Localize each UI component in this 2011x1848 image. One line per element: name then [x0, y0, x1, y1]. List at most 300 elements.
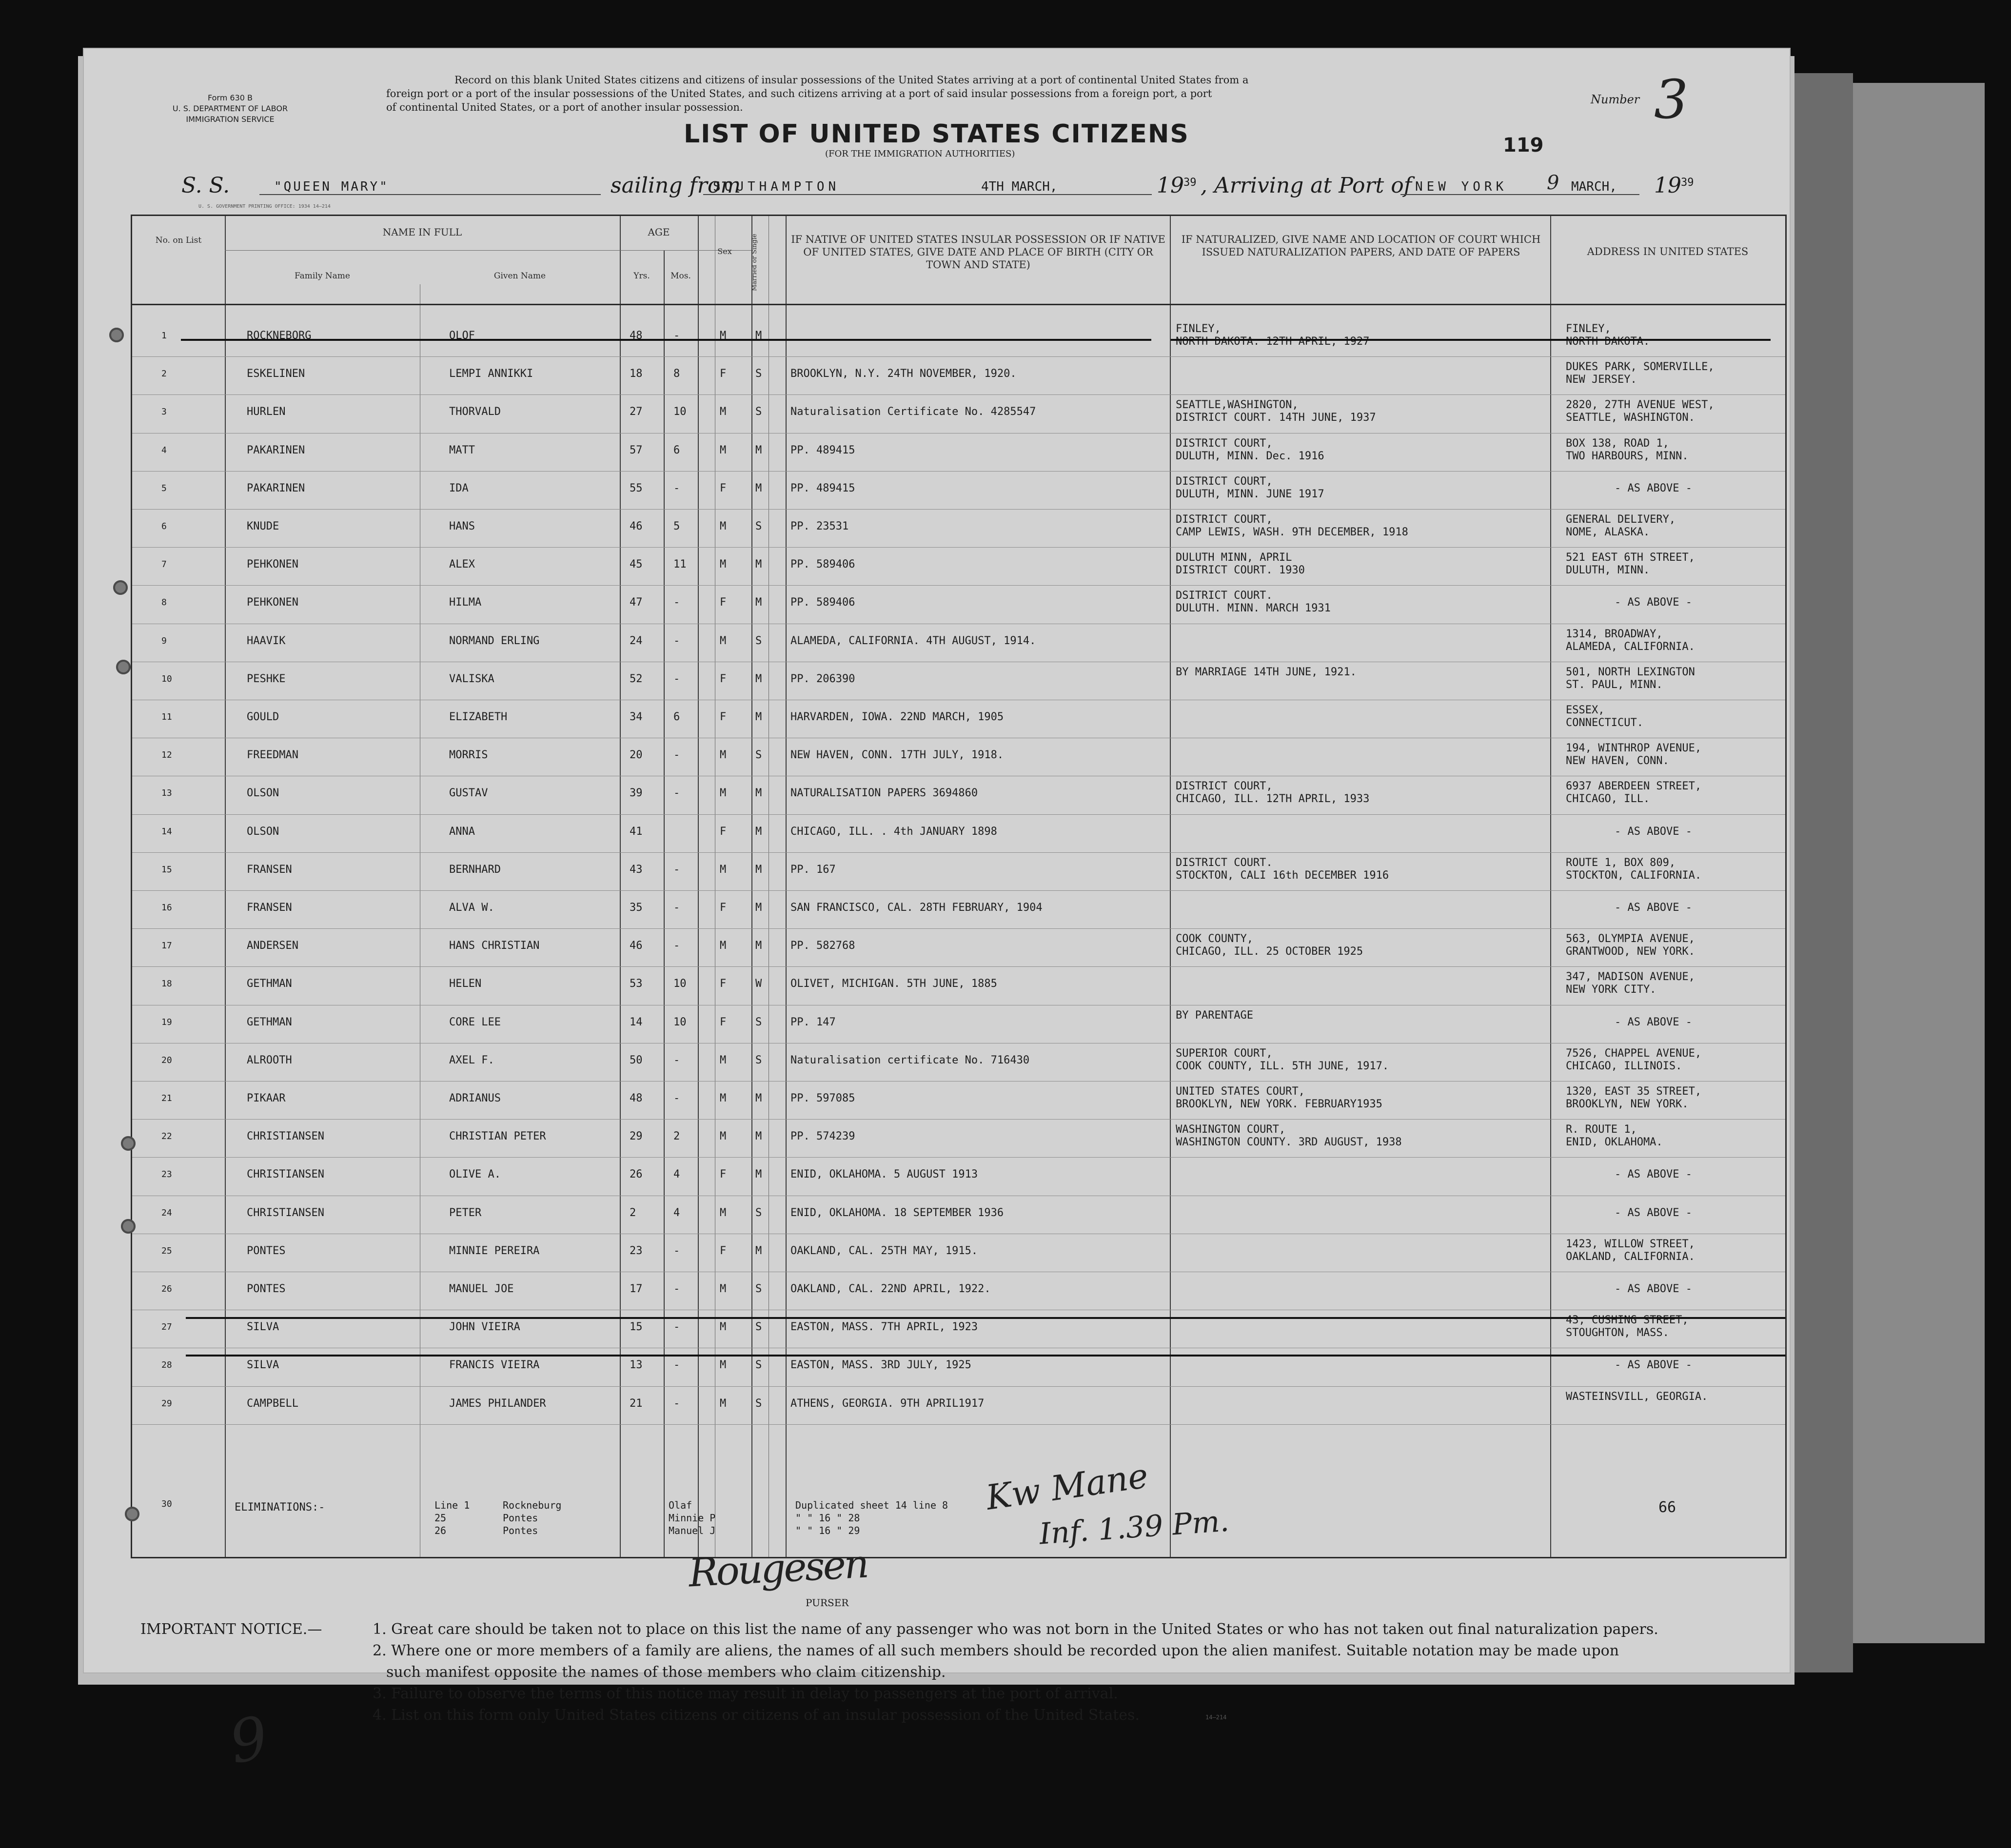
age-years: 57 [630, 444, 643, 456]
family-name: HURLEN [247, 406, 286, 418]
row-number: 3 [161, 407, 167, 417]
naturalization-line-1: DISTRICT COURT, [1176, 437, 1273, 450]
sex: F [720, 1244, 727, 1257]
birth-info: Naturalisation Certificate No. 4285547 [790, 406, 1036, 418]
elimination-line: Line 1 [434, 1499, 470, 1511]
arrival-port: NEW YORK [1415, 179, 1508, 194]
address-line-1: 1320, EAST 35 STREET, [1566, 1085, 1702, 1098]
notice-1: 1. Great care should be taken not to place on this list the name of any passenger who was not born in the United States or who has not taken out final naturalization papers. [373, 1621, 1658, 1638]
age-years: 53 [630, 978, 643, 990]
birth-info: PP. 582768 [790, 940, 855, 952]
birth-info: Naturalisation certificate No. 716430 [790, 1054, 1030, 1066]
form-number: Form 630 B [208, 93, 253, 102]
birth-info: ENID, OKLAHOMA. 18 SEPTEMBER 1936 [790, 1206, 1004, 1219]
important-notice-label: IMPORTANT NOTICE.— [140, 1621, 322, 1638]
row-number: 19 [161, 1017, 172, 1027]
intro-line-3: of continental United States, or a port of another insular possession. [386, 101, 743, 113]
age-years: 35 [630, 902, 643, 914]
age-months: - [673, 330, 680, 342]
strike-row-1 [181, 339, 1151, 341]
row-number: 18 [161, 979, 172, 989]
address-line-1: - AS ABOVE - [1615, 1359, 1692, 1372]
address-line-1: 501, NORTH LEXINGTON [1566, 666, 1695, 678]
sex: F [720, 672, 727, 685]
given-name: HANS CHRISTIAN [449, 940, 540, 952]
age-years: 41 [630, 825, 643, 838]
sex: F [720, 596, 727, 609]
row-divider [132, 1157, 1785, 1158]
age-years: 27 [630, 406, 643, 418]
row-number: 7 [161, 559, 167, 570]
sex: M [720, 940, 727, 952]
naturalization-line-2: STOCKTON, CALI 16th DECEMBER 1916 [1176, 869, 1389, 882]
address-line-2: NEW HAVEN, CONN. [1566, 755, 1669, 767]
marital-status: S [755, 1016, 762, 1028]
marital-status: M [755, 558, 762, 571]
strike-row-26 [186, 1355, 1785, 1357]
given-name: PETER [449, 1206, 482, 1219]
elimination-family: Pontes [503, 1512, 538, 1524]
row-number: 29 [161, 1398, 172, 1409]
purser-label: PURSER [806, 1597, 849, 1609]
given-name: HILMA [449, 596, 482, 609]
elimination-row-number: 30 [161, 1499, 172, 1509]
sex: M [720, 863, 727, 876]
row-number: 23 [161, 1169, 172, 1180]
punch-hole [125, 1507, 139, 1521]
address-line-1: - AS ABOVE - [1615, 596, 1692, 609]
given-name: MANUEL JOE [449, 1283, 514, 1295]
arrival-month: MARCH, [1571, 179, 1617, 194]
address-line-1: - AS ABOVE - [1615, 825, 1692, 838]
given-name: CORE LEE [449, 1016, 501, 1028]
birth-info: EASTON, MASS. 3RD JULY, 1925 [790, 1359, 971, 1372]
marital-status: M [755, 940, 762, 952]
naturalization-line-1: DISTRICT COURT, [1176, 475, 1273, 488]
header-name-in-full: NAME IN FULL [382, 226, 462, 238]
marital-status: S [755, 406, 762, 418]
given-name: OLIVE A. [449, 1168, 501, 1181]
naturalization-line-1: SUPERIOR COURT, [1176, 1047, 1273, 1060]
row-number: 28 [161, 1360, 172, 1371]
sex: F [720, 711, 727, 723]
birth-info: HARVARDEN, IOWA. 22ND MARCH, 1905 [790, 711, 1004, 723]
age-months: 10 [673, 978, 687, 990]
age-months: 2 [673, 1130, 680, 1143]
form-footer-code: 14—214 [1205, 1714, 1227, 1721]
age-years: 43 [630, 863, 643, 876]
family-name: SILVA [247, 1359, 279, 1372]
given-name: AXEL F. [449, 1054, 494, 1066]
elimination-given: Olaf [669, 1499, 692, 1511]
naturalization-line-2: CHICAGO, ILL. 12TH APRIL, 1933 [1176, 793, 1370, 806]
handwritten-initials: Kw Mane [983, 1455, 1151, 1518]
age-months: 10 [673, 406, 687, 418]
row-number: 13 [161, 788, 172, 799]
sex: M [720, 1092, 727, 1104]
address-line-1: WASTEINSVILL, GEORGIA. [1566, 1390, 1708, 1403]
given-name: MORRIS [449, 749, 488, 762]
address-line-2: NOME, ALASKA. [1566, 526, 1650, 538]
naturalization-line-2: NORTH DAKOTA. 12TH APRIL, 1927 [1176, 335, 1370, 348]
punch-hole [121, 1136, 136, 1151]
naturalization-line-1: COOK COUNTY, [1176, 933, 1253, 945]
sex: F [720, 1016, 727, 1028]
age-years: 46 [630, 940, 643, 952]
passenger-table [131, 215, 1787, 1558]
age-months: 6 [673, 444, 680, 456]
family-name: ALROOTH [247, 1054, 292, 1066]
age-months: 5 [673, 520, 680, 532]
given-name: CHRISTIAN PETER [449, 1130, 546, 1143]
address-line-1: - AS ABOVE - [1615, 1206, 1692, 1219]
given-name: HANS [449, 520, 475, 532]
row-number: 21 [161, 1093, 172, 1103]
address-line-1: - AS ABOVE - [1615, 1168, 1692, 1181]
birth-info: EASTON, MASS. 7TH APRIL, 1923 [790, 1321, 978, 1334]
marital-status: M [755, 596, 762, 609]
birth-info: ALAMEDA, CALIFORNIA. 4TH AUGUST, 1914. [790, 634, 1036, 647]
header-birth: IF NATIVE OF UNITED STATES INSULAR POSSESSION OR IF NATIVE OF UNITED STATES, GIVE DATE AND PLACE OF BIRTH (CITY OR TOWN AND STATE) [791, 234, 1165, 271]
given-name: FRANCIS VIEIRA [449, 1359, 540, 1372]
handwritten-note: Inf. 1.39 Pm. [1038, 1504, 1230, 1552]
row-divider [132, 471, 1785, 472]
naturalization-line-2: DULUTH. MINN. MARCH 1931 [1176, 602, 1331, 615]
family-name: ROCKNEBORG [247, 330, 312, 342]
age-months: - [673, 863, 680, 876]
family-name: ESKELINEN [247, 368, 305, 380]
sex: M [720, 1054, 727, 1066]
family-name: PONTES [247, 1283, 286, 1295]
row-divider [132, 928, 1785, 929]
family-name: CHRISTIANSEN [247, 1130, 324, 1143]
given-name: JOHN VIEIRA [449, 1321, 520, 1334]
address-line-2: SEATTLE, WASHINGTON. [1566, 412, 1695, 424]
marital-status: S [755, 368, 762, 380]
row-number: 27 [161, 1322, 172, 1333]
marital-status: M [755, 1244, 762, 1257]
age-months: - [673, 902, 680, 914]
marital-status: M [755, 787, 762, 800]
birth-info: OAKLAND, CAL. 22ND APRIL, 1922. [790, 1283, 991, 1295]
birth-info: PP. 206390 [790, 672, 855, 685]
birth-info: PP. 147 [790, 1016, 836, 1028]
family-name: CHRISTIANSEN [247, 1206, 324, 1219]
stamp-number: 119 [1503, 134, 1544, 157]
address-line-1: 521 EAST 6TH STREET, [1566, 551, 1695, 564]
marital-status: M [755, 444, 762, 456]
row-divider [132, 814, 1785, 815]
row-divider [132, 547, 1785, 548]
family-name: HAAVIK [247, 634, 286, 647]
row-number: 24 [161, 1207, 172, 1218]
family-name: FRANSEN [247, 863, 292, 876]
row-number: 5 [161, 483, 167, 493]
header-family-name: Family Name [295, 271, 350, 281]
marital-status: S [755, 1283, 762, 1295]
address-line-1: - AS ABOVE - [1615, 482, 1692, 494]
age-years: 50 [630, 1054, 643, 1066]
address-line-1: 563, OLYMPIA AVENUE, [1566, 933, 1695, 945]
naturalization-line-1: DSITRICT COURT. [1176, 590, 1273, 602]
arriving-label: , Arriving at Port of [1201, 173, 1412, 198]
intro-text [386, 73, 1248, 114]
address-line-1: GENERAL DELIVERY, [1566, 513, 1676, 526]
marital-status: M [755, 825, 762, 838]
departure-year: 39 [1183, 177, 1197, 189]
row-number: 17 [161, 941, 172, 951]
family-name: GETHMAN [247, 1016, 292, 1028]
naturalization-line-2: DISTRICT COURT. 1930 [1176, 564, 1305, 577]
birth-info: PP. 167 [790, 863, 836, 876]
address-line-2: NEW JERSEY. [1566, 374, 1637, 386]
age-months: - [673, 1321, 680, 1334]
family-name: CAMPBELL [247, 1397, 298, 1410]
marital-status: S [755, 749, 762, 762]
birth-info: NEW HAVEN, CONN. 17TH JULY, 1918. [790, 749, 1004, 762]
address-line-2: NEW YORK CITY. [1566, 983, 1656, 996]
row-number: 10 [161, 673, 172, 684]
row-number: 20 [161, 1055, 172, 1065]
naturalization-line-1: DISTRICT COURT, [1176, 513, 1273, 526]
family-name: GOULD [247, 711, 279, 723]
age-months: - [673, 1397, 680, 1410]
row-divider [132, 585, 1785, 586]
departure-date: 4TH MARCH, [981, 179, 1058, 194]
row-divider [132, 852, 1785, 853]
row-number: 22 [161, 1131, 172, 1142]
header-no-on-list: No. on List [155, 236, 202, 245]
age-years: 48 [630, 1092, 643, 1104]
address-line-2: STOCKTON, CALIFORNIA. [1566, 869, 1702, 882]
given-name: GUSTAV [449, 787, 488, 800]
header-address: ADDRESS IN UNITED STATES [1587, 246, 1749, 257]
departure-port: SOUTHAMPTON [713, 179, 840, 194]
family-name: FREEDMAN [247, 749, 298, 762]
sex: F [720, 368, 727, 380]
family-name: PESHKE [247, 672, 286, 685]
given-name: BERNHARD [449, 863, 501, 876]
age-months: - [673, 749, 680, 762]
birth-info: PP. 589406 [790, 596, 855, 609]
elimination-given: Manuel J [669, 1525, 716, 1536]
form-department: U. S. DEPARTMENT OF LABOR [172, 104, 288, 113]
sex: M [720, 1130, 727, 1143]
elimination-given: Minnie P [669, 1512, 716, 1524]
elimination-family: Pontes [503, 1525, 538, 1536]
sex: M [720, 444, 727, 456]
given-name: ELIZABETH [449, 711, 508, 723]
sex: M [720, 1321, 727, 1334]
address-line-2: NORTH DAKOTA. [1566, 335, 1650, 348]
age-years: 52 [630, 672, 643, 685]
birth-info: SAN FRANCISCO, CAL. 28TH FEBRUARY, 1904 [790, 902, 1043, 914]
birth-info: PP. 597085 [790, 1092, 855, 1104]
sex: F [720, 482, 727, 494]
age-months: 4 [673, 1206, 680, 1219]
elimination-line: 25 [434, 1512, 447, 1524]
sex: M [720, 1283, 727, 1295]
address-line-2: CHICAGO, ILLINOIS. [1566, 1060, 1682, 1072]
given-name: THORVALD [449, 406, 501, 418]
sex: M [720, 1206, 727, 1219]
number-value: 3 [1654, 68, 1688, 131]
family-name: ANDERSEN [247, 940, 298, 952]
sex: M [720, 1397, 727, 1410]
row-number: 15 [161, 864, 172, 875]
header-given-name: Given Name [493, 271, 546, 281]
address-line-2: CHICAGO, ILL. [1566, 793, 1650, 806]
elimination-family: Rockneburg [503, 1499, 562, 1511]
given-name: JAMES PHILANDER [449, 1397, 546, 1410]
age-months: - [673, 1283, 680, 1295]
year-prefix-2: 19 [1654, 173, 1681, 198]
birth-info: ENID, OKLAHOMA. 5 AUGUST 1913 [790, 1168, 978, 1181]
family-name: OLSON [247, 825, 279, 838]
naturalization-line-1: DISTRICT COURT, [1176, 780, 1273, 793]
address-line-1: 2820, 27TH AVENUE WEST, [1566, 399, 1715, 412]
address-line-1: ROUTE 1, BOX 809, [1566, 856, 1676, 869]
address-line-1: FINLEY, [1566, 323, 1611, 335]
address-line-2: DULUTH, MINN. [1566, 564, 1650, 577]
birth-info: NATURALISATION PAPERS 3694860 [790, 787, 978, 800]
naturalization-line-1: UNITED STATES COURT, [1176, 1085, 1305, 1098]
ss-label: S. S. [181, 173, 230, 198]
marital-status: S [755, 1206, 762, 1219]
address-line-2: TWO HARBOURS, MINN. [1566, 450, 1689, 462]
row-number: 26 [161, 1284, 172, 1294]
sex: M [720, 787, 727, 800]
address-line-1: - AS ABOVE - [1615, 902, 1692, 914]
age-months: 11 [673, 558, 687, 571]
arrival-year: 39 [1681, 177, 1694, 189]
row-number: 4 [161, 445, 167, 455]
family-name: SILVA [247, 1321, 279, 1334]
address-line-1: - AS ABOVE - [1615, 1016, 1692, 1028]
intro-line-1: Record on this blank United States citizens and citizens of insular possessions of the United States arriving at a port of continental United States from a [454, 74, 1249, 86]
family-name: FRANSEN [247, 902, 292, 914]
given-name: ALEX [449, 558, 475, 571]
given-name: HELEN [449, 978, 482, 990]
punch-hole [113, 580, 128, 595]
row-number: 6 [161, 521, 167, 531]
age-years: 18 [630, 368, 643, 380]
address-line-2: ENID, OKLAHOMA. [1566, 1136, 1663, 1149]
row-divider [132, 1424, 1785, 1425]
sex: M [720, 1359, 727, 1372]
sex: F [720, 978, 727, 990]
ship-name: "QUEEN MARY" [274, 179, 389, 194]
address-line-2: OAKLAND, CALIFORNIA. [1566, 1250, 1695, 1263]
sex: M [720, 406, 727, 418]
given-name: MINNIE PEREIRA [449, 1244, 540, 1257]
ship-underline [259, 194, 601, 195]
given-name: ADRIANUS [449, 1092, 501, 1104]
header-naturalized: IF NATURALIZED, GIVE NAME AND LOCATION OF COURT WHICH ISSUED NATURALIZATION PAPERS, AND DATE OF PAPERS [1181, 234, 1541, 258]
age-years: 29 [630, 1130, 643, 1143]
marital-status: M [755, 330, 762, 342]
address-line-1: 6937 ABERDEEN STREET, [1566, 780, 1702, 793]
address-line-2: BROOKLYN, NEW YORK. [1566, 1098, 1689, 1110]
row-number: 16 [161, 903, 172, 913]
purser-signature: Rougesen [687, 1541, 868, 1596]
marital-status: S [755, 1359, 762, 1372]
naturalization-line-1: DISTRICT COURT. [1176, 856, 1273, 869]
elimination-duplicate: " " 16 " 29 [795, 1525, 860, 1536]
row-divider [132, 1119, 1785, 1120]
given-name: OLOF [449, 330, 475, 342]
age-months: 6 [673, 711, 680, 723]
address-line-1: ESSEX, [1566, 704, 1605, 716]
age-months: 8 [673, 368, 680, 380]
row-number: 14 [161, 826, 172, 837]
age-months: - [673, 672, 680, 685]
row-number: 25 [161, 1245, 172, 1256]
notice-2-cont: such manifest opposite the names of those members who claim citizenship. [386, 1664, 946, 1681]
naturalization-line-2: COOK COUNTY, ILL. 5TH JUNE, 1917. [1176, 1060, 1389, 1072]
birth-info: CHICAGO, ILL. . 4th JANUARY 1898 [790, 825, 997, 838]
date-underline [976, 194, 1152, 195]
address-line-2: GRANTWOOD, NEW YORK. [1566, 945, 1695, 958]
sex: F [720, 825, 727, 838]
naturalization-line-1: BY MARRIAGE 14TH JUNE, 1921. [1176, 666, 1357, 678]
margin-mark: 9 [224, 1704, 273, 1777]
page-subtitle: (FOR THE IMMIGRATION AUTHORITIES) [825, 149, 1015, 159]
page-count: 66 [1658, 1499, 1676, 1516]
birth-info: PP. 23531 [790, 520, 849, 532]
address-line-1: 347, MADISON AVENUE, [1566, 971, 1695, 983]
family-name: CHRISTIANSEN [247, 1168, 324, 1181]
row-number: 11 [161, 712, 172, 722]
row-number: 2 [161, 369, 167, 379]
header-age: AGE [648, 226, 670, 238]
birth-info: BROOKLYN, N.Y. 24TH NOVEMBER, 1920. [790, 368, 1017, 380]
strike-row-1-right [1171, 339, 1771, 341]
marital-status: M [755, 902, 762, 914]
age-years: 48 [630, 330, 643, 342]
birth-info: PP. 489415 [790, 444, 855, 456]
elimination-duplicate: Duplicated sheet 14 line 8 [795, 1499, 948, 1511]
row-divider [132, 890, 1785, 891]
address-line-1: 7526, CHAPPEL AVENUE, [1566, 1047, 1702, 1060]
marital-status: M [755, 863, 762, 876]
given-name: VALISKA [449, 672, 494, 685]
row-number: 12 [161, 750, 172, 761]
intro-line-2: foreign port or a port of the insular possessions of the United States, and such citizens arriving at a port of said insular possessions from a foreign port, a port [386, 88, 1212, 99]
year-prefix-1: 19 [1157, 173, 1184, 198]
age-years: 14 [630, 1016, 643, 1028]
address-line-1: 1314, BROADWAY, [1566, 628, 1663, 640]
address-line-2: ST. PAUL, MINN. [1566, 678, 1663, 691]
marital-status: W [755, 978, 762, 990]
sex: M [720, 634, 727, 647]
row-divider [132, 966, 1785, 967]
given-name: ANNA [449, 825, 475, 838]
naturalization-line-1: FINLEY, [1176, 323, 1221, 335]
age-months: 10 [673, 1016, 687, 1028]
printer-line: U. S. GOVERNMENT PRINTING OFFICE: 1934 14—214 [198, 204, 331, 209]
marital-status: M [755, 711, 762, 723]
arrival-underline [1400, 194, 1639, 195]
age-months: - [673, 1244, 680, 1257]
address-line-2: STOUGHTON, MASS. [1566, 1327, 1669, 1339]
form-service: IMMIGRATION SERVICE [186, 115, 275, 124]
naturalization-line-2: WASHINGTON COUNTY. 3RD AUGUST, 1938 [1176, 1136, 1402, 1149]
naturalization-line-2: DISTRICT COURT. 14TH JUNE, 1937 [1176, 412, 1376, 424]
sex: M [720, 330, 727, 342]
elimination-duplicate: " " 16 " 28 [795, 1512, 860, 1524]
sailing-label: sailing from [611, 173, 741, 198]
